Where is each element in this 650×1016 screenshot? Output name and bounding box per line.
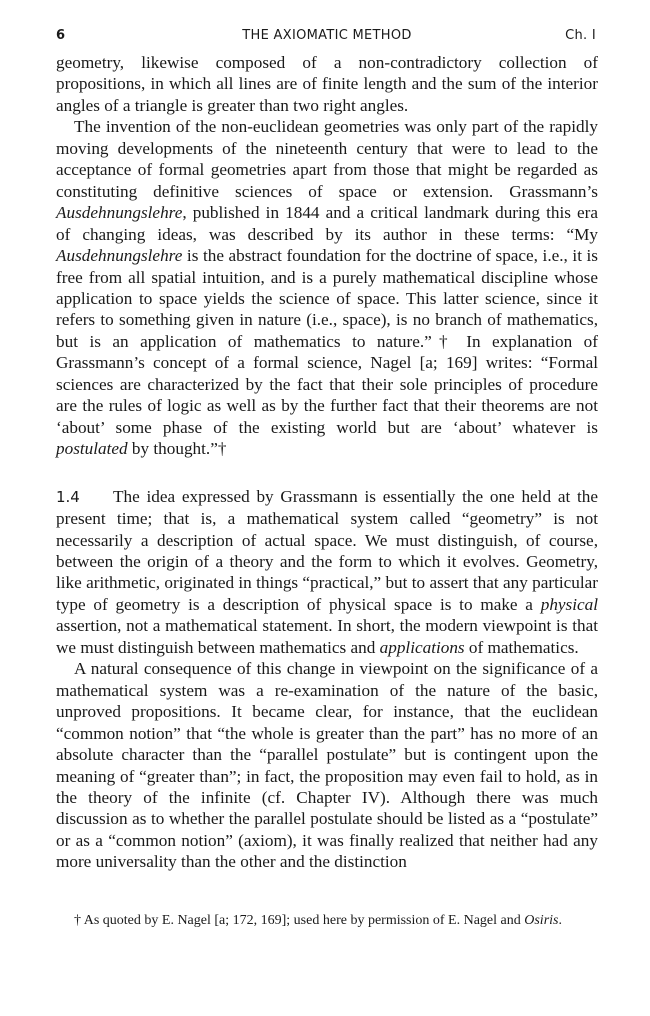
italic-text: Osiris — [524, 913, 559, 928]
italic-text: Ausdehnungslehre — [56, 246, 183, 266]
paragraph — [56, 658, 598, 873]
text-run: geometry, likewise composed of a non-contradictory collection of propositions, in which all lines are of finite length and the sum of the interior angles of a triangle is greater than two right angles. — [56, 53, 598, 115]
text-run: assertion, not a mathematical statement. In short, the modern viewpoint is that we must distinguish between mathematics and — [56, 616, 598, 657]
text-run: A natural consequence of this change in viewpoint on the significance of a mathematical system was a re-examination of the nature of the basic, unproved propositions. It became clear, for instance, that the euclidean “common notion” that “the whole is greater than the part” has no more of an absolute character than the “parallel postulate” but is contingent upon the meaning of “greater than”; in fact, the proposition may even fail to hold, as in the theory of the infinite (cf. Chapter IV). Although there was much discussion as to whether the parallel postulate should be listed as a “postulate” or as a “common notion” (axiom), it was finally realized that neither had any more universality than the other and the distinction — [56, 659, 598, 872]
text-run: . — [558, 913, 562, 928]
text-run: of mathematics. — [464, 637, 579, 657]
text-run: , published in 1844 and a critical landmark during this era of changing ideas, was described by its author in these terms: “My — [56, 203, 598, 244]
text-run: by thought.”† — [127, 439, 227, 459]
running-head — [56, 28, 598, 46]
text-run: † As quoted by E. Nagel [a; 172, 169]; used here by permission of E. Nagel and — [74, 913, 525, 928]
paragraph — [56, 116, 598, 459]
italic-text: applications — [379, 637, 465, 657]
section-paragraph — [56, 486, 598, 659]
italic-text: physical — [540, 594, 598, 614]
running-head-title: THE AXIOMATIC METHOD — [242, 28, 412, 43]
italic-text: Ausdehnungslehre — [56, 203, 183, 223]
footnote-text — [56, 912, 598, 930]
paragraph — [56, 52, 598, 116]
italic-text: postulated — [56, 439, 128, 459]
text-run: is the abstract foundation for the doctrine of space, i.e., it is free from all spatial intuition, and is a purely mathematical discipline whose application to space yields the science of space. This latter science, since it refers to something given in nature (i.e., space), is no branch of mathematics, but is an application of mathematics to nature.”† In explanation of Grassmann’s concept of a formal science, Nagel [a; 169] writes: “Formal sciences are characterized by the fact that their sole principles of procedure are the rules of logic as well as by the further fact that their theorems are not ‘about’ some phase of the existing world but are ‘about’ whatever is — [56, 246, 598, 437]
text-run: The invention of the non-euclidean geometries was only part of the rapidly moving developments of the nineteenth century that were to lead to the acceptance of formal geometries apart from those that might be regarded as constituting definitive sciences of space or extension. Grassmann’s — [56, 117, 598, 201]
chapter-label: Ch. I — [565, 28, 596, 43]
footnote — [56, 912, 598, 930]
text-run: The idea expressed by Grassmann is essentially the one held at the present time; that is, a mathematical system called “geometry” is not necessarily a description of actual space. We must distinguish, of course, between the origin of a theory and the form to which it evolves. Geometry, like arithmetic, originated in things “practical,” but to assert that any particular type of geometry is a description of physical space is to make a — [56, 486, 598, 614]
body-text — [56, 52, 598, 873]
page-number: 6 — [56, 28, 66, 43]
section-number: 1.4 — [56, 487, 80, 506]
